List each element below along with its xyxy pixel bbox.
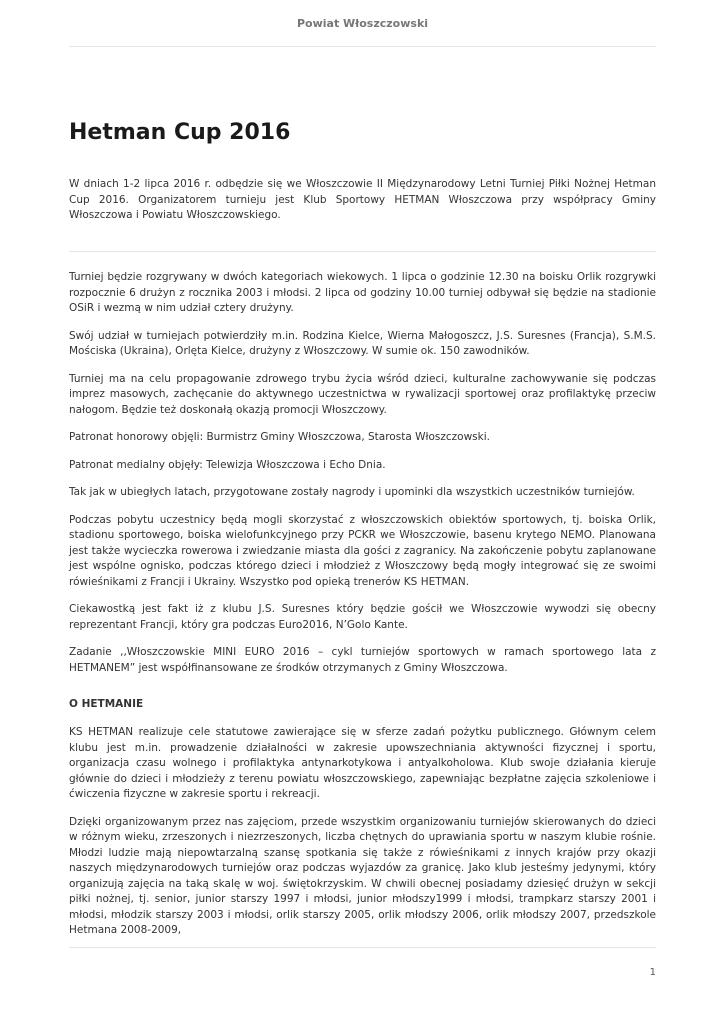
- article-paragraph: Swój udział w turniejach potwierdziły m.in. Rodzina Kielce, Wierna Małogoszcz, J.S. Suresnes (Francja), S.M.S. Mościska (Ukraina), Orlęta Kielce, drużyny z Włoszczowy. W sumie ok. 150 zawodników.: [69, 329, 656, 357]
- article-paragraph: Turniej ma na celu propagowanie zdrowego trybu życia wśród dzieci, kulturalne zachowywanie się podczas imprez masowych, zachęcanie do aktywnego uczestnictwa w rywalizacji sportowej oraz profilaktykę przeciw nałogom. Będzie też doskonałą okazją promocji Włoszczowy.: [69, 372, 656, 416]
- section-paragraph: Dzięki organizowanym przez nas zajęciom, przede wszystkim organizowaniu turniejów skierowanych do dzieci w różnym wieku, zrzeszonych i niezrzeszonych, liczba chętnych do uprawiania sportu w naszym klubie rośnie. Młodzi ludzie mają niepowtarzalną szansę spotkania się także z rówieśnikami z innych krajów przy okazji naszych międzynarodowych turniejów oraz podczas wyjazdów za granicę. Jako klub jesteśmy jedynymi, który organizują zajęcia na taką skalę w woj. świętokrzyskim. W chwili obecnej posiadamy dziesięć drużyn w sekcji piłki nożnej, tj. senior, junior starszy 1997 i młodsi, junior młodszy1999 i młodsi, trampkarz starszy 2001 i młodsi, młodzik starszy 2003 i młodsi, orlik starszy 2005, orlik młodszy 2006, orlik młodszy 2007, przedszkole Hetmana 2008-2009,: [69, 815, 656, 936]
- section-paragraph: KS HETMAN realizuje cele statutowe zawierające się w sferze zadań pożytku publicznego. Głównym celem klubu jest m.in. prowadzenie działalności w zakresie upowszechniania aktywności fizycznej i sportu, organizacja czasu wolnego i profilaktyka antynarkotykowa i antyalkoholowa. Klub swoje działania kieruje głównie do dzieci i młodzieży z terenu powiatu włoszczowskiego, zapewniając bezpłatne zajęcia szkoleniowe i ćwiczenia fizyczne w zakresie sportu i rekreacji.: [69, 726, 656, 800]
- article-body: [69, 270, 656, 688]
- section-body: [69, 725, 656, 951]
- intro-divider: [69, 251, 656, 252]
- site-header: Powiat Włoszczowski: [296, 17, 429, 30]
- article-paragraph: Patronat medialny objęły: Telewizja Włoszczowa i Echo Dnia.: [69, 458, 386, 471]
- article-paragraph: Zadanie ,,Włoszczowskie MINI EURO 2016 – cykl turniejów sportowych w ramach sportowego lata z HETMANEM” jest współfinansowane ze środków otrzymanych z Gminy Włoszczowa.: [69, 646, 656, 674]
- header-divider: [69, 46, 656, 47]
- article-paragraph: Turniej będzie rozgrywany w dwóch kategoriach wiekowych. 1 lipca o godzinie 12.30 na boisku Orlik rozgrywki rozpocznie 6 drużyn z rocznika 2003 i młodsi. 2 lipca od godziny 10.00 turniej odbywał się będzie na stadionie OSiR i wezmą w nim udział cztery drużyny.: [69, 271, 656, 314]
- article-paragraph: Podczas pobytu uczestnicy będą mogli skorzystać z włoszczowskich obiektów sportowych, tj. boiska Orlik, stadionu sportowego, boiska wielofunkcyjnego przy PCKR we Włoszczowie, basenu krytego NEMO. Planowana jest także wycieczka rowerowa i zwiedzanie miasta dla gości z zagranicy. Na zakończenie pobytu zaplanowane jest wspólne ognisko, podczas którego dzieci i młodzież z Włoszczowy będą mogły integrować się ze swoimi rówieśnikami z Francji i Ukrainy. Wszystko pod opieką trenerów KS HETMAN.: [69, 513, 656, 588]
- article-title: Hetman Cup 2016: [69, 120, 291, 145]
- section-heading: O HETMANIE: [69, 698, 144, 710]
- article-intro: W dniach 1-2 lipca 2016 r. odbędzie się we Włoszczowie II Międzynarodowy Letni Turniej Piłki Nożnej Hetman Cup 2016. Organizatorem turnieju jest Klub Sportowy HETMAN Włoszczowa przy współpracy Gminy Włoszczowa i Powiatu Włoszczowskiego.: [69, 178, 656, 221]
- article-paragraph: Tak jak w ubiegłych latach, przygotowane zostały nagrody i upominki dla wszystkich uczestników turniejów.: [69, 486, 635, 498]
- footer-divider: [69, 947, 656, 948]
- article-intro-block: [69, 177, 656, 236]
- article-paragraph: Ciekawostką jest fakt iż z klubu J.S. Suresnes który będzie gościł we Włoszczowie wywodzi się obecny reprezentant Francji, który gra podczas Euro2016, N’Golo Kante.: [69, 603, 656, 631]
- page-number: 1: [649, 967, 656, 978]
- article-paragraph: Patronat honorowy objęli: Burmistrz Gminy Włoszczowa, Starosta Włoszczowski.: [69, 431, 490, 443]
